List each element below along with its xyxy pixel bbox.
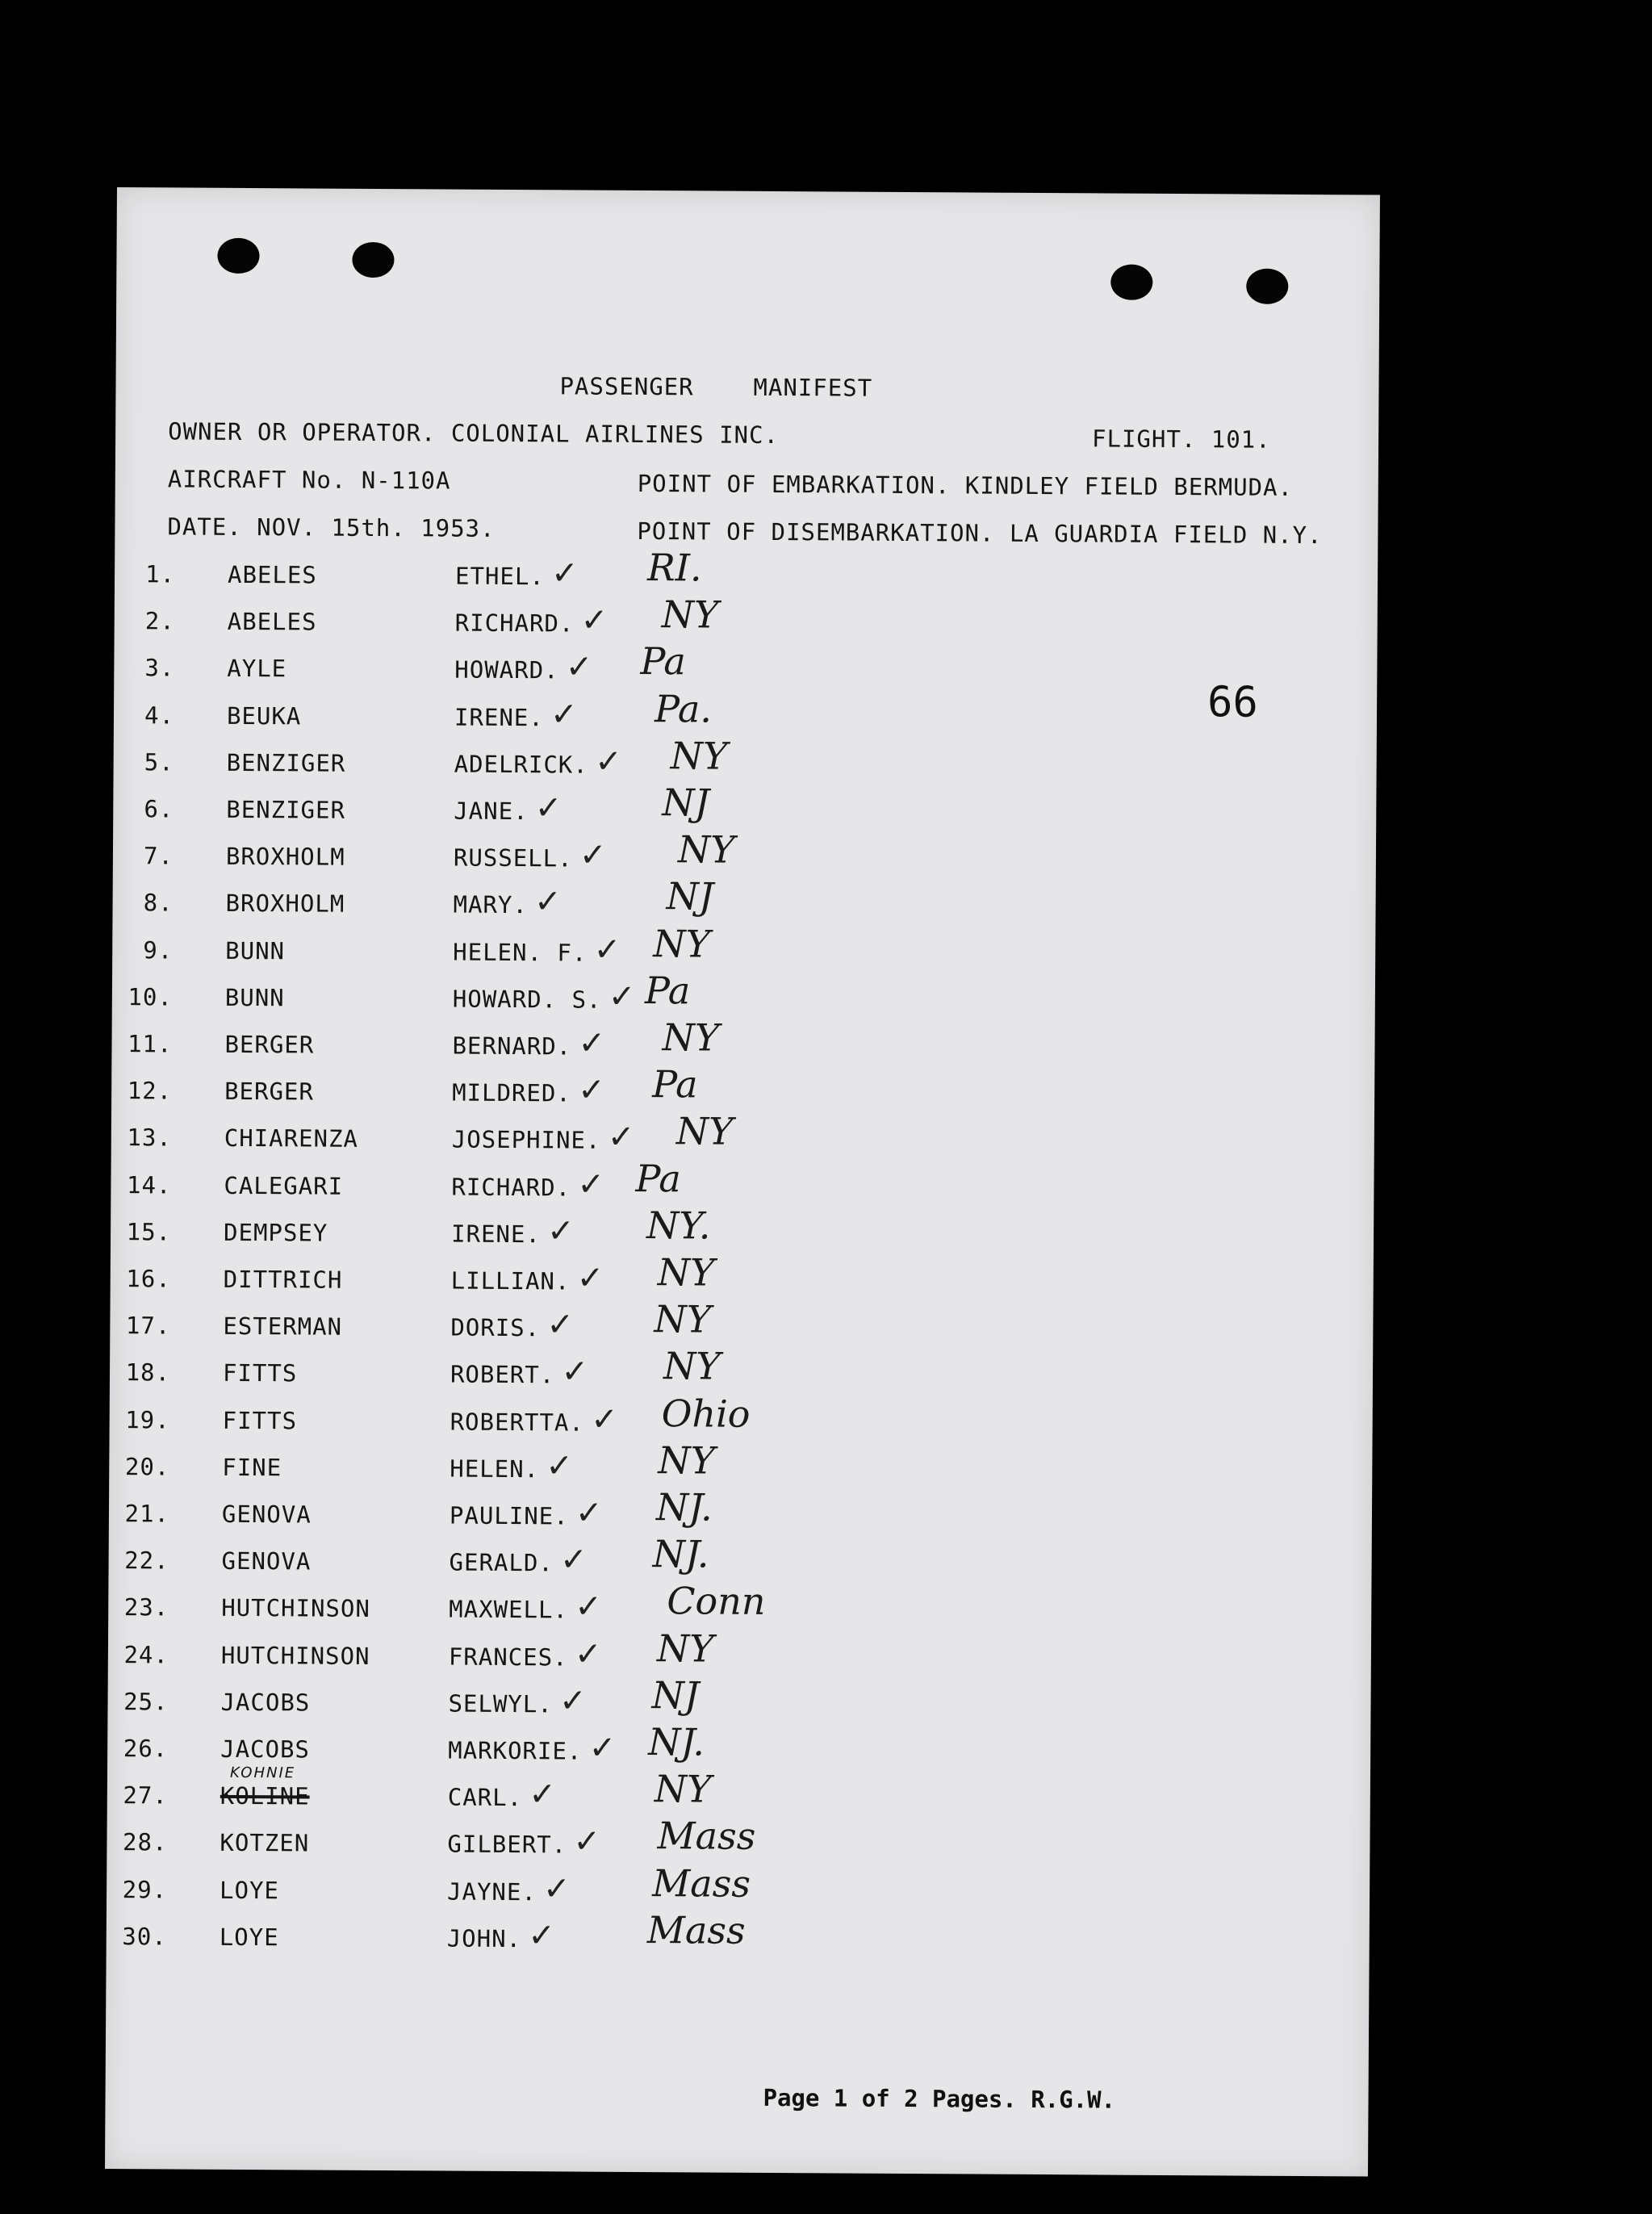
passenger-first-name: ETHEL. (454, 562, 545, 591)
aircraft-number: AIRCRAFT No. N-110A (167, 465, 451, 495)
passenger-last-name: GENOVA (221, 1547, 312, 1576)
passenger-last-name: CHIARENZA (224, 1124, 359, 1153)
handwritten-state-note: Ohio (661, 1391, 751, 1436)
passenger-number: 20. (124, 1452, 170, 1481)
passenger-last-name: CALEGARI (224, 1171, 344, 1200)
point-of-disembarkation: POINT OF DISEMBARKATION. LA GUARDIA FIELD N.Y. (637, 517, 1323, 550)
passenger-first-name: MILDRED. (452, 1078, 571, 1107)
passenger-number: 30. (122, 1922, 167, 1951)
check-mark-icon: ✓ (546, 1447, 573, 1485)
passenger-number: 5. (144, 748, 174, 776)
check-mark-icon: ✓ (580, 601, 609, 639)
passenger-last-name: GENOVA (221, 1500, 312, 1529)
handwritten-state-note: NY (656, 1626, 714, 1671)
passenger-last-name: LOYE (220, 1876, 280, 1904)
passenger-number: 3. (144, 654, 175, 682)
passenger-last-name: JACOBS (220, 1688, 311, 1717)
check-mark-icon: ✓ (561, 1353, 589, 1391)
passenger-number: 24. (123, 1640, 169, 1669)
handwritten-state-note: Mass (652, 1860, 751, 1906)
passenger-first-name: JOHN. (446, 1924, 522, 1952)
passenger-first-name: ROBERT. (450, 1360, 555, 1389)
passenger-number: 21. (124, 1500, 170, 1528)
passenger-number: 11. (128, 1030, 173, 1058)
check-mark-icon: ✓ (578, 1024, 606, 1062)
page-footer: Page 1 of 2 Pages. R.G.W. (763, 2083, 1116, 2114)
check-mark-icon: ✓ (550, 555, 579, 592)
passenger-first-name: JAYNE. (447, 1877, 537, 1906)
check-mark-icon: ✓ (534, 789, 563, 827)
passenger-number: 15. (126, 1217, 172, 1246)
passenger-first-name: PAULINE. (449, 1501, 569, 1530)
passenger-number: 4. (144, 701, 175, 730)
handwritten-state-note: Pa (640, 639, 686, 684)
check-mark-icon: ✓ (595, 743, 622, 781)
handwritten-state-note: Mass (657, 1814, 756, 1859)
handwritten-state-note: NJ (666, 874, 714, 919)
check-mark-icon: ✓ (559, 1541, 588, 1579)
passenger-first-name: JANE. (454, 797, 529, 826)
passenger-first-name: HOWARD. S. (452, 985, 602, 1014)
passenger-first-name: HELEN. F. (453, 938, 588, 967)
owner-operator: OWNER OR OPERATOR. COLONIAL AIRLINES INC. (168, 417, 780, 450)
passenger-first-name: ADELRICK. (454, 750, 588, 779)
passenger-number: 12. (127, 1077, 173, 1105)
passenger-last-name: BENZIGER (226, 748, 346, 777)
passenger-last-name: ABELES (227, 608, 317, 636)
handwritten-state-note: NY (654, 1297, 712, 1341)
passenger-last-name: BEUKA (226, 701, 302, 730)
passenger-last-name: FITTS (222, 1406, 298, 1434)
manifest-page (105, 187, 1380, 2177)
check-mark-icon: ✓ (575, 1588, 602, 1626)
punch-hole (352, 242, 394, 278)
passenger-last-name: BUNN (224, 983, 285, 1012)
passenger-number: 26. (123, 1735, 169, 1763)
passenger-first-name: DORIS. (450, 1313, 541, 1342)
passenger-last-name: DITTRICH (223, 1265, 343, 1294)
passenger-number: 9. (143, 935, 174, 965)
passenger-first-name: RUSSELL. (453, 843, 573, 873)
passenger-first-name: SELWYL. (448, 1689, 553, 1718)
handwritten-state-note: RI. (646, 546, 702, 590)
handwritten-state-note: Pa (635, 1156, 681, 1200)
point-of-embarkation: POINT OF EMBARKATION. KINDLEY FIELD BERMUDA. (637, 469, 1294, 501)
passenger-first-name: RICHARD. (451, 1173, 571, 1202)
passenger-number: 27. (123, 1781, 168, 1810)
passenger-last-name: BROXHOLM (225, 889, 345, 919)
passenger-last-name: ESTERMAN (223, 1312, 343, 1341)
check-mark-icon: ✓ (607, 1119, 635, 1157)
passenger-number: 28. (122, 1828, 168, 1856)
passenger-last-name: KOTZEN (220, 1829, 310, 1857)
handwritten-state-note: Pa. (654, 686, 713, 731)
passenger-number: 29. (122, 1875, 168, 1904)
check-mark-icon: ✓ (593, 931, 621, 969)
check-mark-icon: ✓ (546, 1212, 575, 1250)
handwritten-state-note: Conn (667, 1579, 766, 1624)
passenger-number: 6. (144, 795, 174, 823)
handwritten-state-note: NY (663, 1344, 721, 1388)
passenger-last-name: ABELES (227, 560, 317, 589)
passenger-number: 7. (143, 842, 174, 870)
flight-number: FLIGHT. 101. (1092, 425, 1271, 454)
handwritten-state-note: Mass (646, 1907, 746, 1952)
passenger-first-name: IRENE. (454, 703, 544, 731)
passenger-number: 19. (125, 1405, 170, 1434)
check-mark-icon: ✓ (565, 648, 593, 687)
passenger-first-name: RICHARD. (454, 609, 575, 638)
handwritten-state-note: NY (654, 1767, 712, 1811)
handwritten-state-note: NY (658, 1438, 716, 1483)
handwritten-state-note: Pa (652, 1062, 698, 1107)
handwritten-state-note: NY (657, 1250, 715, 1295)
check-mark-icon: ✓ (578, 1071, 605, 1109)
handwritten-state-note: NY (653, 921, 711, 966)
passenger-last-name: FINE (222, 1453, 282, 1482)
passenger-last-name: KOLINE (220, 1782, 310, 1810)
passenger-last-name: BENZIGER (226, 795, 346, 824)
handwritten-state-note: NJ (662, 781, 710, 825)
passenger-number: 16. (126, 1265, 171, 1293)
check-mark-icon: ✓ (608, 977, 636, 1015)
check-mark-icon: ✓ (574, 1635, 602, 1673)
passenger-number: 23. (123, 1593, 169, 1622)
check-mark-icon: ✓ (591, 1400, 618, 1438)
passenger-first-name: GILBERT. (447, 1830, 567, 1859)
check-mark-icon: ✓ (546, 1306, 575, 1344)
passenger-last-name: BUNN (225, 936, 286, 965)
manifest-date: DATE. NOV. 15th. 1953. (167, 513, 496, 542)
check-mark-icon: ✓ (577, 1166, 605, 1203)
passenger-last-name: JACOBS (220, 1735, 311, 1764)
passenger-first-name: JOSEPHINE. (451, 1125, 601, 1155)
passenger-last-name: BERGER (224, 1078, 315, 1106)
passenger-first-name: ROBERTTA. (450, 1408, 584, 1437)
handwritten-state-note: NJ. (648, 1720, 705, 1764)
passenger-last-name: DEMPSEY (223, 1218, 328, 1247)
passenger-first-name: MARY. (453, 890, 528, 919)
manifest-title: PASSENGER MANIFEST (559, 372, 873, 402)
handwritten-state-note: NJ. (655, 1485, 713, 1530)
passenger-last-name: LOYE (219, 1923, 279, 1952)
passenger-first-name: GERALD. (449, 1548, 554, 1577)
check-mark-icon: ✓ (529, 1776, 557, 1814)
check-mark-icon: ✓ (533, 883, 562, 921)
handwritten-state-note: NY (670, 733, 728, 778)
handwritten-state-note: NY. (646, 1203, 711, 1248)
punch-hole (1110, 265, 1152, 300)
handwritten-state-note: NY (662, 1015, 720, 1060)
passenger-number: 17. (125, 1312, 171, 1340)
passenger-last-name: HUTCHINSON (220, 1641, 370, 1670)
last-name-correction: KOHNIE (229, 1764, 296, 1782)
passenger-first-name: BERNARD. (452, 1032, 572, 1061)
passenger-last-name: BROXHOLM (225, 843, 345, 871)
passenger-first-name: IRENE. (450, 1220, 541, 1249)
passenger-last-name: AYLE (227, 655, 287, 683)
passenger-first-name: MAXWELL. (449, 1595, 569, 1624)
passenger-last-name: FITTS (222, 1359, 298, 1387)
check-mark-icon: ✓ (575, 1494, 603, 1532)
passenger-first-name: LILLIAN. (450, 1266, 571, 1295)
punch-hole (1246, 269, 1288, 304)
passenger-first-name: HELEN. (450, 1454, 540, 1484)
passenger-first-name: MARKORIE. (448, 1736, 583, 1765)
passenger-last-name: HUTCHINSON (221, 1594, 370, 1623)
punch-hole (217, 238, 259, 274)
passenger-number: 22. (124, 1546, 169, 1575)
check-mark-icon: ✓ (573, 1823, 601, 1861)
passenger-number: 2. (144, 607, 175, 635)
check-mark-icon: ✓ (528, 1916, 555, 1955)
passenger-first-name: HOWARD. (454, 655, 559, 684)
passenger-number: 1. (145, 560, 176, 588)
passenger-first-name: FRANCES. (448, 1643, 568, 1672)
handwritten-state-note: Pa (644, 968, 691, 1013)
page-number-annotation: 66 (1207, 678, 1258, 727)
passenger-number: 13. (127, 1124, 172, 1152)
check-mark-icon: ✓ (542, 1869, 571, 1908)
check-mark-icon: ✓ (588, 1729, 617, 1767)
handwritten-state-note: NJ. (652, 1532, 709, 1576)
handwritten-state-note: NY (661, 592, 719, 637)
passenger-first-name: CARL. (447, 1783, 523, 1812)
handwritten-state-note: NJ (651, 1672, 700, 1718)
passenger-number: 18. (125, 1358, 171, 1387)
check-mark-icon: ✓ (558, 1682, 587, 1720)
check-mark-icon: ✓ (550, 695, 578, 734)
passenger-number: 10. (128, 982, 173, 1011)
check-mark-icon: ✓ (576, 1259, 604, 1297)
handwritten-state-note: NY (677, 827, 735, 872)
passenger-number: 8. (143, 889, 174, 917)
passenger-last-name: BERGER (224, 1030, 315, 1059)
check-mark-icon: ✓ (579, 836, 607, 874)
passenger-number: 25. (123, 1687, 169, 1716)
handwritten-state-note: NY (675, 1109, 734, 1154)
passenger-number: 14. (126, 1170, 172, 1199)
